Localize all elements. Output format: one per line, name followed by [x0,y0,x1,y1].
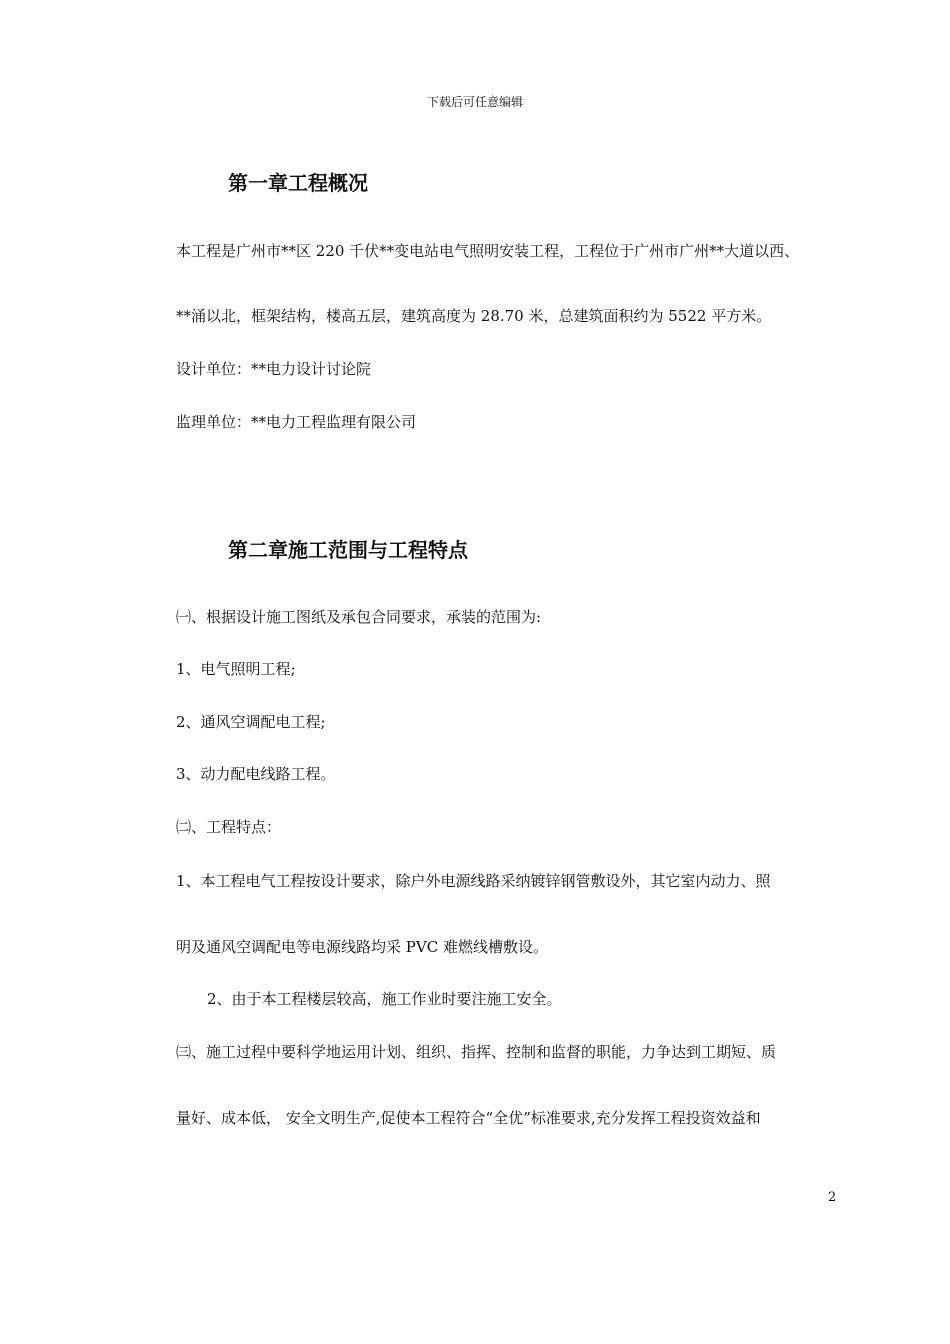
chapter-1-paragraph-line: **涌以北，框架结构，楼高五层，建筑高度为 28.70 米，总建筑面积约为 5522 平方米。 [176,307,772,325]
chapter-2-title: 第二章施工范围与工程特点 [228,538,468,562]
chapter-2-line: 3、动力配电线路工程。 [176,765,336,783]
chapter-2-line: 1、电气照明工程; [176,660,296,678]
chapter-2-line: 量好、成本低， 安全文明生产,促使本工程符合“全优”标准要求,充分发挥工程投资效益和 [176,1109,761,1127]
supervision-unit-line: 监理单位：**电力工程监理有限公司 [176,413,417,431]
chapter-2-line: 1、本工程电气工程按设计要求，除户外电源线路采纳镀锌钢管敷设外，其它室内动力、照 [176,872,771,890]
page-header: 下载后可任意编辑 [426,95,523,109]
chapter-2-line: ㈠、根据设计施工图纸及承包合同要求，承装的范围为: [176,608,542,626]
chapter-2-line: 2、通风空调配电工程; [176,713,326,731]
chapter-2-line: 明及通风空调配电等电源线路均采 PVC 难燃线槽敷设。 [176,938,548,956]
design-unit-line: 设计单位：**电力设计讨论院 [176,360,372,378]
page-number: 2 [828,1190,837,1205]
chapter-1-paragraph-line: 本工程是广州市**区 220 千伏**变电站电气照明安装工程，工程位于广州市广州**大道以西、 [176,242,800,260]
chapter-1-title: 第一章工程概况 [228,171,368,195]
chapter-2-line: ㈢、施工过程中要科学地运用计划、组织、指挥、控制和监督的职能，力争达到工期短、质 [176,1043,777,1061]
chapter-2-line: 2、由于本工程楼层较高，施工作业时要注施工安全。 [207,990,562,1008]
chapter-2-line: ㈡、工程特点： [176,818,282,836]
